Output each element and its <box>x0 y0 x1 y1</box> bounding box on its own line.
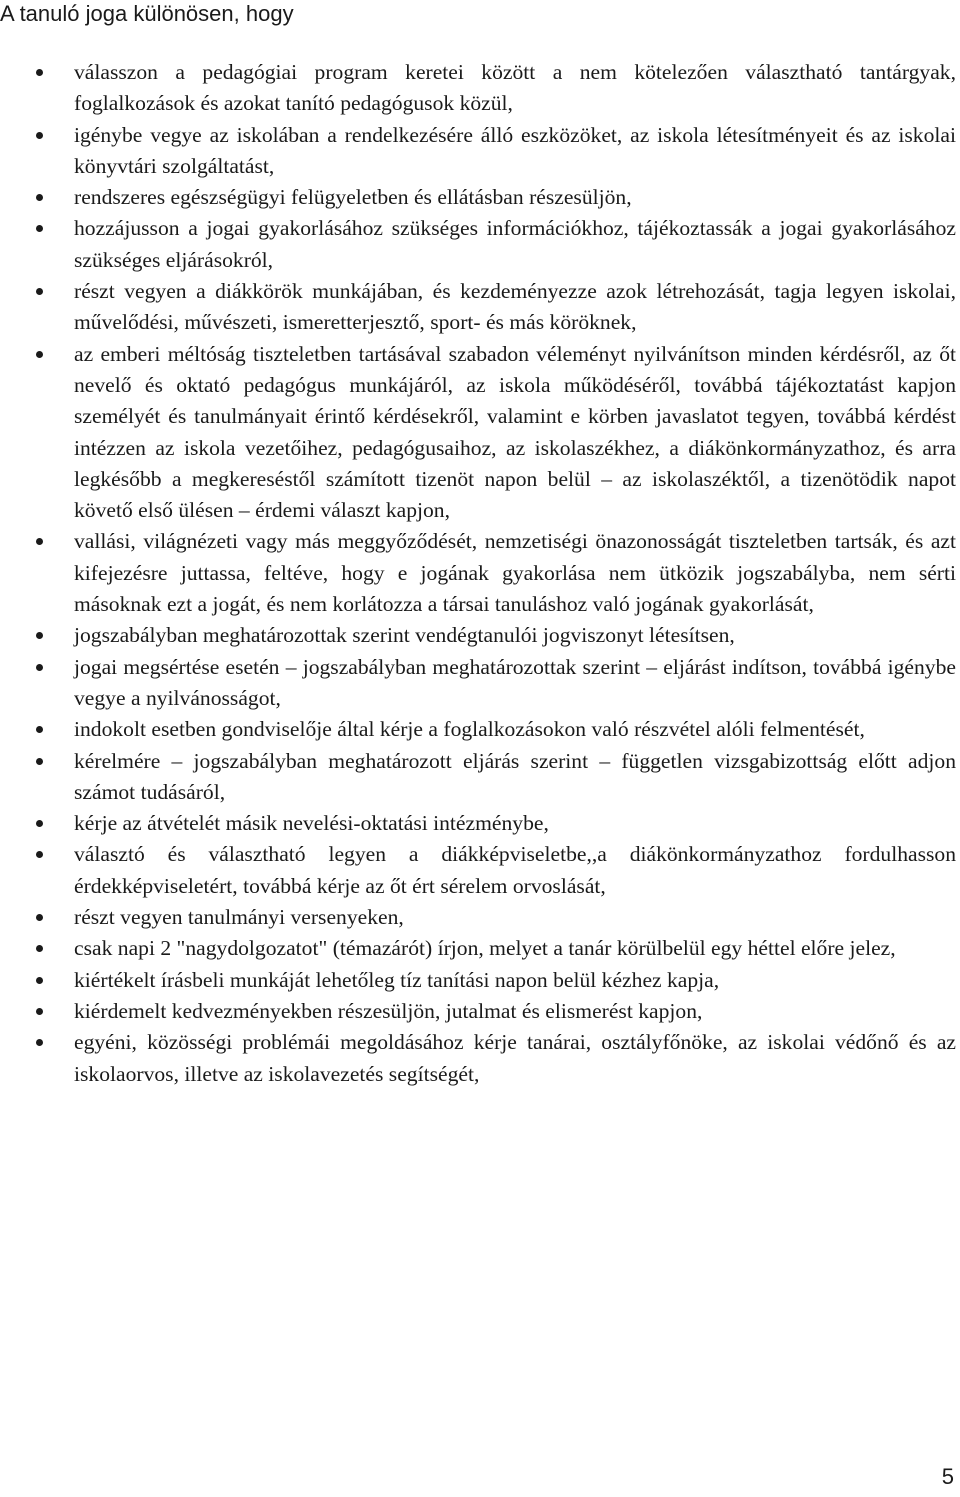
rights-list <box>0 57 960 1090</box>
list-item-text: csak napi 2 "nagydolgozatot" (témazárót) írjon, melyet a tanár körülbelül egy héttel előre jelez, <box>74 936 896 961</box>
list-item-text: részt vegyen a diákkörök munkájában, és kezdeményezze azok létrehozását, tagja legyen iskolai, művelődési, művészeti, ismeretterjesztő, sport- és más köröknek, <box>74 279 956 335</box>
list-item <box>0 839 960 902</box>
list-item-text: hozzájusson a jogai gyakorlásához szükséges információkhoz, tájékoztassák a jogai gyakorlásához szükséges eljárásokról, <box>74 216 956 272</box>
list-item <box>0 996 960 1027</box>
bullet-icon <box>36 132 43 139</box>
list-item-text: indokolt esetben gondviselője által kérje a foglalkozásokon való részvétel alóli felmentését, <box>74 717 865 742</box>
page-number: 5 <box>941 1464 954 1489</box>
bullet-icon <box>36 914 43 921</box>
bullet-icon <box>36 351 43 358</box>
bullet-icon <box>36 664 43 671</box>
list-item <box>0 120 960 183</box>
list-item-text: választó és választható legyen a diákképviseletbe,,a diákönkormányzathoz fordulhasson érdekképviseletért, továbbá kérje az őt ért sérelem orvoslását, <box>74 842 956 898</box>
list-item <box>0 526 960 620</box>
list-item <box>0 57 960 120</box>
bullet-icon <box>36 977 43 984</box>
list-item-text: kérje az átvételét másik nevelési-oktatási intézménybe, <box>74 811 549 836</box>
list-item-text: válasszon a pedagógiai program keretei között a nem kötelezően választható tantárgyak, foglalkozások és azokat tanító pedagógusok közül, <box>74 60 956 116</box>
list-item <box>0 933 960 964</box>
bullet-icon <box>36 538 43 545</box>
list-item <box>0 339 960 527</box>
list-item <box>0 965 960 996</box>
list-item <box>0 182 960 213</box>
list-item <box>0 746 960 809</box>
bullet-icon <box>36 851 43 858</box>
list-item <box>0 714 960 745</box>
bullet-icon <box>36 1039 43 1046</box>
bullet-icon <box>36 225 43 232</box>
list-item <box>0 620 960 651</box>
list-item-text: kiértékelt írásbeli munkáját lehetőleg tíz tanítási napon belül kézhez kapja, <box>74 967 720 992</box>
bullet-icon <box>36 820 43 827</box>
list-item-text: rendszeres egészségügyi felügyeletben és ellátásban részesüljön, <box>74 185 632 210</box>
section-heading: A tanuló joga különösen, hogy <box>0 1 294 26</box>
list-item-text: jogai megsértése esetén – jogszabályban meghatározottak szerint – eljárást indítson, továbbá igénybe vegye a nyilvánosságot, <box>74 654 956 710</box>
list-item-text: jogszabályban meghatározottak szerint vendégtanulói jogviszonyt létesítsen, <box>74 623 735 648</box>
bullet-icon <box>36 632 43 639</box>
list-item-text: igénybe vegye az iskolában a rendelkezésére álló eszközöket, az iskola létesítményeit és az iskolai könyvtári szolgáltatást, <box>74 122 956 178</box>
list-item <box>0 652 960 715</box>
list-item-text: az emberi méltóság tiszteletben tartásával szabadon véleményt nyilvánítson minden kérdésről, az őt nevelő és oktató pedagógus munkájáról, az iskola működéséről, továbbá tájékoztatást kapjon személyét és tanulmányait érintő kérdésekről, valamint e körben javaslatot tegyen, továbbá kérdést intézzen az iskola vezetőihez, pedagógusaihoz, az iskolaszékhez, a diákönkormányzathoz, és arra legkésőbb a megkereséstől számított tizenöt napon belül – az iskolaszéktől, a tizenötödik napot követő első ülésen – érdemi választ kapjon, <box>74 341 956 523</box>
bullet-icon <box>36 726 43 733</box>
list-item-text: egyéni, közösségi problémái megoldásához kérje tanárai, osztályfőnöke, az iskolai védőnő és az iskolaorvos, illetve az iskolavezetés segítségét, <box>74 1030 956 1086</box>
bullet-icon <box>36 194 43 201</box>
list-item <box>0 276 960 339</box>
list-item <box>0 213 960 276</box>
bullet-icon <box>36 945 43 952</box>
bullet-icon <box>36 758 43 765</box>
bullet-icon <box>36 1008 43 1015</box>
list-item-text: kérelmére – jogszabályban meghatározott eljárás szerint – független vizsgabizottság előtt adjon számot tudásáról, <box>74 748 956 804</box>
list-item-text: vallási, világnézeti vagy más meggyőződését, nemzetiségi önazonosságát tiszteletben tartsák, és azt kifejezésre juttassa, feltéve, hogy e jogának gyakorlása nem ütközik jogszabályba, nem sérti másoknak ezt a jogát, és nem korlátozza a társai tanuláshoz való jogának gyakorlását, <box>74 529 956 617</box>
list-item <box>0 808 960 839</box>
bullet-icon <box>36 69 43 76</box>
list-item <box>0 1027 960 1090</box>
list-item-text: kiérdemelt kedvezményekben részesüljön, jutalmat és elismerést kapjon, <box>74 998 703 1023</box>
bullet-icon <box>36 288 43 295</box>
list-item <box>0 902 960 933</box>
list-item-text: részt vegyen tanulmányi versenyeken, <box>74 905 404 930</box>
